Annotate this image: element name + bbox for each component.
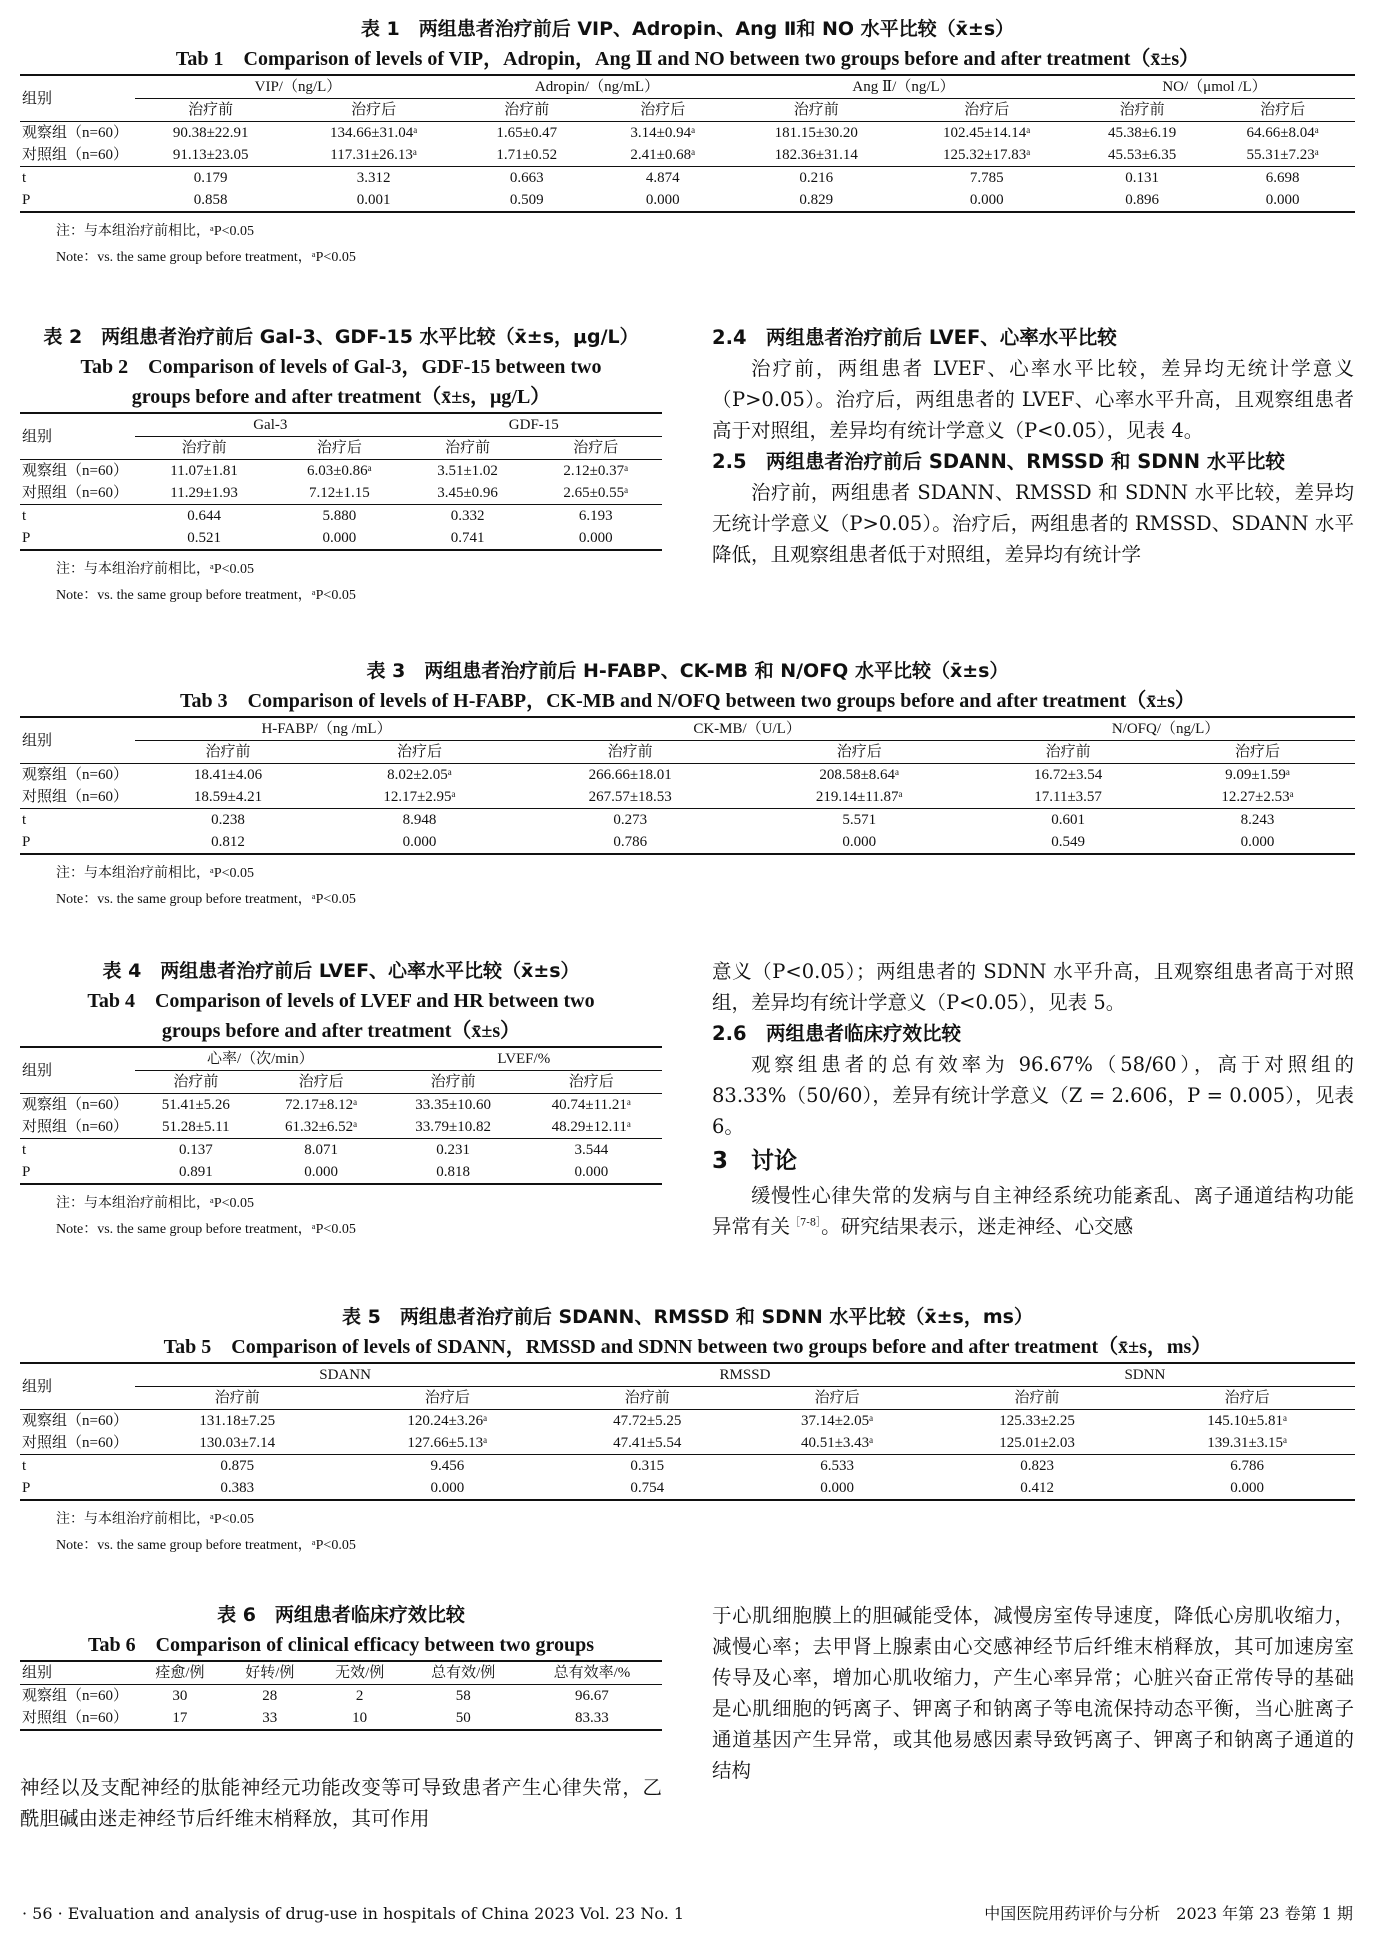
table-4 xyxy=(20,956,662,1243)
table-5 xyxy=(20,1302,1355,1559)
table-2-note-en: Note：vs. the same group before treatment，ᵃP<0.05 xyxy=(56,588,356,603)
tab5-row-2-label: t xyxy=(20,1455,135,1478)
tab1-cell-3-0: 0.858 xyxy=(135,189,286,212)
tab1-cell-1-7: 55.31±7.23ᵃ xyxy=(1246,147,1319,163)
tab3-header-group-2: N/OFQ/（ng/L） xyxy=(976,717,1355,741)
tab6-header-5: 总有效率/% xyxy=(522,1661,662,1685)
tab6-cell-1-0: 对照组（n=60） xyxy=(20,1707,135,1730)
tab1-cell-1-3: 2.41±0.68ᵃ xyxy=(630,147,696,163)
tab1-subheader-4: 治疗前 xyxy=(733,99,899,122)
tab4-cell-3-2: 0.818 xyxy=(386,1161,521,1184)
table-4-note-en: Note：vs. the same group before treatment，ᵃP<0.05 xyxy=(56,1222,356,1237)
table-3 xyxy=(20,656,1355,913)
tab4-cell-3-3: 0.000 xyxy=(521,1161,662,1184)
tab5-cell-2-0: 0.875 xyxy=(135,1455,340,1478)
section-2-5-heading: 2.5 两组患者治疗前后 SDANN、RMSSD 和 SDNN 水平比较 xyxy=(712,450,1285,473)
tab2-cell-3-1: 0.000 xyxy=(273,527,405,550)
text-right-top xyxy=(712,322,1354,570)
tab1-cell-2-6: 0.131 xyxy=(1074,167,1210,190)
tab6-cell-0-3: 2 xyxy=(355,1688,364,1704)
tab6-header-2: 好转/例 xyxy=(225,1661,315,1685)
tab3-cell-3-5: 0.000 xyxy=(1160,831,1355,854)
tab1-row-1-label: 对照组（n=60） xyxy=(22,147,128,163)
tab1-cell-1-5: 125.32±17.83ᵃ xyxy=(943,147,1031,163)
tab6-header-3: 无效/例 xyxy=(315,1661,405,1685)
table-5-title-en: Tab 5 Comparison of levels of SDANN，RMSSD and SDNN between two groups before and after treatment（x̄±s，ms） xyxy=(163,1336,1212,1358)
table-row xyxy=(20,460,662,483)
section-2-4-text: 治疗前，两组患者 LVEF、心率水平比较，差异均无统计学意义（P>0.05）。治疗后，两组患者的 LVEF、心率水平升高，且观察组患者高于对照组，差异均有统计学意义（P<0.05），见表 4。 xyxy=(712,357,1354,442)
tab1-header-group-3: NO/（μmol /L） xyxy=(1074,75,1355,99)
table-row xyxy=(20,1477,1355,1500)
section-2-4-heading: 2.4 两组患者治疗前后 LVEF、心率水平比较 xyxy=(712,326,1117,349)
tab3-cell-0-2: 266.66±18.01 xyxy=(588,767,672,783)
tab6-header-4: 总有效/例 xyxy=(405,1661,522,1685)
table-row xyxy=(20,1455,1355,1478)
tab1-cell-3-1: 0.001 xyxy=(286,189,461,212)
tab6-cell-1-4: 50 xyxy=(405,1707,522,1730)
table-3-note-en: Note：vs. the same group before treatment，ᵃP<0.05 xyxy=(56,892,356,907)
tab1-cell-0-2: 1.65±0.47 xyxy=(496,125,558,141)
section-3-right-continuation: 于心肌细胞膜上的胆碱能受体，减慢房室传导速度，降低心房肌收缩力，减慢心率；去甲肾上腺素由心交感神经节后纤维末梢释放，其可加速房室传导及心率，增加心肌收缩力，产生心率异常；心脏兴奋正常传导的基础是心肌细胞的钙离子、钾离子和钠离子等电流保持动态平衡，当心脏离子通道基因产生异常，或其他易感因素导致钙离子、钾离子和钠离子通道的结构 xyxy=(712,1604,1354,1782)
tab3-cell-3-3: 0.000 xyxy=(742,831,976,854)
table-row xyxy=(20,809,1355,832)
tab1-cell-3-3: 0.000 xyxy=(593,189,734,212)
tab5-cell-1-3: 40.51±3.43ᵃ xyxy=(800,1435,874,1451)
tab1-cell-1-2: 1.71±0.52 xyxy=(496,147,558,163)
tab6-header-1: 痊愈/例 xyxy=(135,1661,225,1685)
section-2-5-text: 治疗前，两组患者 SDANN、RMSSD 和 SDNN 水平比较，差异均无统计学意义（P>0.05）。治疗后，两组患者的 RMSSD、SDANN 水平降低，且观察组患者低于对照组，差异均有统计学 xyxy=(712,481,1354,566)
tab2-header-group-0: Gal-3 xyxy=(135,413,406,437)
section-3-text-b: 。研究结果表示，迷走神经、心交感 xyxy=(821,1215,1134,1238)
table-row xyxy=(20,1707,662,1730)
tab1-header-group-0: VIP/（ng/L） xyxy=(135,75,461,99)
tab2-row-1-label: 对照组（n=60） xyxy=(22,485,128,501)
tab3-cell-2-3: 5.571 xyxy=(742,809,976,832)
tab2-cell-0-1: 6.03±0.86ᵃ xyxy=(306,463,372,479)
tab2-subheader-3: 治疗后 xyxy=(530,437,662,460)
table-row xyxy=(20,1139,662,1162)
table-5-note-en: Note：vs. the same group before treatment，ᵃP<0.05 xyxy=(56,1538,356,1553)
tab5-cell-3-4: 0.412 xyxy=(935,1477,1140,1500)
tab5-row-1-label: 对照组（n=60） xyxy=(22,1435,128,1451)
tab1-cell-0-7: 64.66±8.04ᵃ xyxy=(1246,125,1319,141)
tab5-subheader-5: 治疗后 xyxy=(1139,1387,1355,1410)
tab3-cell-0-4: 16.72±3.54 xyxy=(1033,767,1103,783)
tab2-cell-3-2: 0.741 xyxy=(406,527,530,550)
tab3-cell-3-2: 0.786 xyxy=(518,831,742,854)
tab3-cell-1-2: 267.57±18.53 xyxy=(588,789,672,805)
tab5-cell-3-1: 0.000 xyxy=(340,1477,556,1500)
tab1-subheader-7: 治疗后 xyxy=(1210,99,1355,122)
tab5-cell-1-5: 139.31±3.15ᵃ xyxy=(1207,1435,1288,1451)
tab5-subheader-4: 治疗前 xyxy=(935,1387,1140,1410)
tab3-subheader-5: 治疗后 xyxy=(1160,741,1355,764)
section-3-paragraph xyxy=(712,1180,1354,1242)
tab1-cell-2-1: 3.312 xyxy=(286,167,461,190)
table-2 xyxy=(20,322,662,609)
tab4-header-group-label: 组别 xyxy=(20,1047,135,1094)
footer-right: 中国医院用药评价与分析 2023 年第 23 卷第 1 期 xyxy=(984,1904,1353,1923)
section-2-6-text: 观察组患者的总有效率为 96.67%（58/60），高于对照组的 83.33%（50/60），差异有统计学意义（Z = 2.606，P = 0.005），见表 6。 xyxy=(712,1053,1354,1138)
tab2-cell-2-1: 5.880 xyxy=(273,505,405,528)
tab1-header-group-1: Adropin/（ng/mL） xyxy=(461,75,733,99)
tab3-cell-1-5: 12.27±2.53ᵃ xyxy=(1221,789,1294,805)
tab4-cell-1-1: 61.32±6.52ᵃ xyxy=(284,1119,358,1135)
tab1-subheader-5: 治疗后 xyxy=(899,99,1074,122)
table-5-title-cn: 表 5 两组患者治疗前后 SDANN、RMSSD 和 SDNN 水平比较（x̄±s，ms） xyxy=(342,1306,1033,1328)
tab4-cell-1-0: 51.28±5.11 xyxy=(161,1119,230,1135)
tab3-subheader-3: 治疗后 xyxy=(742,741,976,764)
text-right-middle xyxy=(712,956,1354,1242)
tab5-subheader-2: 治疗前 xyxy=(555,1387,739,1410)
tab5-cell-0-0: 131.18±7.25 xyxy=(199,1413,276,1429)
table-6 xyxy=(20,1600,662,1731)
tab2-cell-0-3: 2.12±0.37ᵃ xyxy=(563,463,629,479)
tab2-cell-0-2: 3.51±1.02 xyxy=(437,463,498,479)
tab1-subheader-6: 治疗前 xyxy=(1074,99,1210,122)
tab1-cell-2-7: 6.698 xyxy=(1210,167,1355,190)
tab3-cell-1-1: 12.17±2.95ᵃ xyxy=(383,789,456,805)
tab3-cell-2-1: 8.948 xyxy=(321,809,518,832)
tab2-row-0-label: 观察组（n=60） xyxy=(22,463,128,479)
table-row xyxy=(20,831,1355,854)
tab1-cell-3-6: 0.896 xyxy=(1074,189,1210,212)
tab4-cell-2-0: 0.137 xyxy=(135,1139,257,1162)
tab4-cell-1-2: 33.79±10.82 xyxy=(415,1119,491,1135)
table-5-grid xyxy=(20,1362,1355,1501)
tab2-subheader-2: 治疗前 xyxy=(406,437,530,460)
tab6-header-0: 组别 xyxy=(20,1661,135,1685)
tab4-header-group-0: 心率/（次/min） xyxy=(135,1047,386,1071)
tab2-header-group-label: 组别 xyxy=(20,413,135,460)
tab1-cell-0-3: 3.14±0.94ᵃ xyxy=(630,125,696,141)
tab1-cell-2-2: 0.663 xyxy=(461,167,593,190)
tab1-subheader-1: 治疗后 xyxy=(286,99,461,122)
tab6-cell-0-1: 30 xyxy=(172,1688,188,1704)
table-4-title-en-line2: groups before and after treatment（x̄±s） xyxy=(161,1020,521,1042)
table-2-title-cn: 表 2 两组患者治疗前后 Gal-3、GDF-15 水平比较（x̄±s，μg/L） xyxy=(43,326,639,348)
table-2-grid xyxy=(20,412,662,551)
tab1-row-2-label: t xyxy=(20,167,135,190)
tab3-cell-1-3: 219.14±11.87ᵃ xyxy=(815,789,903,805)
tab5-cell-3-5: 0.000 xyxy=(1139,1477,1355,1500)
tab5-cell-3-2: 0.754 xyxy=(555,1477,739,1500)
tab3-cell-2-5: 8.243 xyxy=(1160,809,1355,832)
text-right-bottom xyxy=(712,1600,1354,1786)
tab4-row-1-label: 对照组（n=60） xyxy=(22,1119,128,1135)
table-row xyxy=(20,189,1355,212)
tab5-header-group-2: SDNN xyxy=(935,1363,1355,1387)
tab6-cell-1-1: 17 xyxy=(135,1707,225,1730)
tab5-cell-0-4: 125.33±2.25 xyxy=(999,1413,1075,1429)
tab5-subheader-1: 治疗后 xyxy=(340,1387,556,1410)
section-3-heading: 3 讨论 xyxy=(712,1148,798,1174)
tab1-subheader-2: 治疗前 xyxy=(461,99,593,122)
tab3-cell-0-3: 208.58±8.64ᵃ xyxy=(819,767,900,783)
tab2-cell-2-3: 6.193 xyxy=(530,505,662,528)
tab3-header-group-label: 组别 xyxy=(20,717,135,764)
tab5-cell-1-4: 125.01±2.03 xyxy=(999,1435,1075,1451)
table-row xyxy=(20,1094,662,1117)
tab5-cell-0-2: 47.72±5.25 xyxy=(613,1413,682,1429)
tab4-cell-1-3: 48.29±12.11ᵃ xyxy=(551,1119,631,1135)
table-row xyxy=(20,527,662,550)
tab1-cell-1-0: 91.13±23.05 xyxy=(172,147,249,163)
tab1-cell-2-0: 0.179 xyxy=(135,167,286,190)
table-3-note-cn: 注：与本组治疗前相比，ᵃP<0.05 xyxy=(56,866,255,881)
tab2-cell-3-3: 0.000 xyxy=(530,527,662,550)
tab4-row-3-label: P xyxy=(20,1161,135,1184)
tab6-cell-0-4: 58 xyxy=(455,1688,471,1704)
tab1-cell-0-6: 45.38±6.19 xyxy=(1108,125,1177,141)
tab1-cell-2-3: 4.874 xyxy=(593,167,734,190)
table-1-title-cn: 表 1 两组患者治疗前后 VIP、Adropin、Ang Ⅱ和 NO 水平比较（x̄±s） xyxy=(360,18,1015,40)
tab5-cell-3-3: 0.000 xyxy=(739,1477,934,1500)
tab4-cell-2-3: 3.544 xyxy=(521,1139,662,1162)
table-row xyxy=(20,505,662,528)
tab5-subheader-0: 治疗前 xyxy=(135,1387,340,1410)
tab2-cell-2-0: 0.644 xyxy=(135,505,273,528)
tab3-cell-0-1: 8.02±2.05ᵃ xyxy=(387,767,452,783)
tab1-cell-0-1: 134.66±31.04ᵃ xyxy=(329,125,418,141)
text-left-bottom xyxy=(20,1772,662,1834)
tab3-header-group-0: H-FABP/（ng /mL） xyxy=(135,717,518,741)
tab5-cell-0-3: 37.14±2.05ᵃ xyxy=(800,1413,874,1429)
tab1-header-group-2: Ang Ⅱ/（ng/L） xyxy=(733,75,1074,99)
tab4-cell-0-1: 72.17±8.12ᵃ xyxy=(284,1097,358,1113)
tab3-cell-2-2: 0.273 xyxy=(518,809,742,832)
tab2-row-2-label: t xyxy=(20,505,135,528)
tab2-cell-2-2: 0.332 xyxy=(406,505,530,528)
tab2-cell-3-0: 0.521 xyxy=(135,527,273,550)
tab5-cell-2-1: 9.456 xyxy=(340,1455,556,1478)
tab2-cell-0-0: 11.07±1.81 xyxy=(170,463,238,479)
tab2-row-3-label: P xyxy=(20,527,135,550)
table-6-grid xyxy=(20,1660,662,1731)
tab5-row-0-label: 观察组（n=60） xyxy=(22,1413,128,1429)
tab1-subheader-0: 治疗前 xyxy=(135,99,286,122)
tab3-subheader-0: 治疗前 xyxy=(135,741,321,764)
tab3-cell-0-0: 18.41±4.06 xyxy=(193,767,263,783)
tab1-cell-0-4: 181.15±30.20 xyxy=(774,125,858,141)
tab2-cell-1-3: 2.65±0.55ᵃ xyxy=(563,485,629,501)
tab3-cell-3-0: 0.812 xyxy=(135,831,321,854)
table-2-title-en-line2: groups before and after treatment（x̄±s，μg/L） xyxy=(131,386,551,408)
table-row xyxy=(20,1685,662,1708)
table-row xyxy=(20,1410,1355,1433)
tab5-cell-0-1: 120.24±3.26ᵃ xyxy=(407,1413,488,1429)
tab3-cell-3-1: 0.000 xyxy=(321,831,518,854)
tab5-subheader-3: 治疗后 xyxy=(739,1387,934,1410)
tab5-header-group-label: 组别 xyxy=(20,1363,135,1410)
table-4-grid xyxy=(20,1046,662,1185)
tab5-cell-1-0: 130.03±7.14 xyxy=(199,1435,276,1451)
tab1-cell-3-2: 0.509 xyxy=(461,189,593,212)
table-2-title-en-line1: Tab 2 Comparison of levels of Gal-3，GDF-15 between two xyxy=(80,356,602,378)
tab5-cell-2-4: 0.823 xyxy=(935,1455,1140,1478)
table-row xyxy=(20,1161,662,1184)
table-1-note-cn: 注：与本组治疗前相比，ᵃP<0.05 xyxy=(56,224,255,239)
table-4-title-en-line1: Tab 4 Comparison of levels of LVEF and HR between two xyxy=(87,990,595,1012)
table-6-title-cn: 表 6 两组患者临床疗效比较 xyxy=(217,1604,465,1626)
tab3-cell-2-0: 0.238 xyxy=(135,809,321,832)
table-row xyxy=(20,764,1355,787)
tab3-cell-0-5: 9.09±1.59ᵃ xyxy=(1225,767,1290,783)
tab1-cell-2-5: 7.785 xyxy=(899,167,1074,190)
tab5-cell-1-1: 127.66±5.13ᵃ xyxy=(407,1435,488,1451)
section-3-text-a: 缓慢性心律失常的发病与自主神经系统功能紊乱、离子通道结构功能异常有关 xyxy=(712,1184,1354,1238)
tab6-cell-0-0: 观察组（n=60） xyxy=(22,1688,128,1704)
tab4-cell-2-1: 8.071 xyxy=(257,1139,386,1162)
tab3-cell-3-4: 0.549 xyxy=(976,831,1160,854)
tab5-header-group-1: RMSSD xyxy=(555,1363,935,1387)
tab1-row-3-label: P xyxy=(20,189,135,212)
tab2-subheader-0: 治疗前 xyxy=(135,437,273,460)
table-row xyxy=(20,482,662,505)
tab5-row-3-label: P xyxy=(20,1477,135,1500)
section-2-6-heading: 2.6 两组患者临床疗效比较 xyxy=(712,1022,962,1045)
tab1-subheader-3: 治疗后 xyxy=(593,99,734,122)
tab2-cell-1-2: 3.45±0.96 xyxy=(437,485,498,501)
tab2-subheader-1: 治疗后 xyxy=(273,437,405,460)
tab1-cell-3-4: 0.829 xyxy=(733,189,899,212)
tab6-cell-1-3: 10 xyxy=(315,1707,405,1730)
tab4-row-2-label: t xyxy=(20,1139,135,1162)
tab4-cell-3-0: 0.891 xyxy=(135,1161,257,1184)
tab5-header-group-0: SDANN xyxy=(135,1363,555,1387)
tab4-row-0-label: 观察组（n=60） xyxy=(22,1097,128,1113)
tab6-cell-1-5: 83.33 xyxy=(522,1707,662,1730)
table-row xyxy=(20,144,1355,167)
tab4-cell-0-3: 40.74±11.21ᵃ xyxy=(551,1097,631,1113)
tab4-cell-0-2: 33.35±10.60 xyxy=(415,1097,491,1113)
tab6-cell-0-2: 28 xyxy=(262,1688,278,1704)
table-4-title-cn: 表 4 两组患者治疗前后 LVEF、心率水平比较（x̄±s） xyxy=(102,960,580,982)
section-3-left-continuation: 神经以及支配神经的肽能神经元功能改变等可导致患者产生心律失常，乙酰胆碱由迷走神经节后纤维末梢释放，其可作用 xyxy=(20,1776,662,1830)
tab3-row-0-label: 观察组（n=60） xyxy=(22,767,128,783)
tab5-cell-3-0: 0.383 xyxy=(135,1477,340,1500)
tab4-cell-0-0: 51.41±5.26 xyxy=(161,1097,230,1113)
tab4-subheader-0: 治疗前 xyxy=(135,1071,257,1094)
table-1-title-en: Tab 1 Comparison of levels of VIP，Adropin，Ang Ⅱ and NO between two groups before and after treatment（x̄±s） xyxy=(175,48,1200,70)
tab1-cell-1-6: 45.53±6.35 xyxy=(1108,147,1177,163)
tab4-cell-2-2: 0.231 xyxy=(386,1139,521,1162)
table-row xyxy=(20,122,1355,145)
tab4-subheader-3: 治疗后 xyxy=(521,1071,662,1094)
tab5-cell-2-5: 6.786 xyxy=(1139,1455,1355,1478)
section-3-reference: ［7-8］ xyxy=(790,1217,822,1229)
table-row xyxy=(20,786,1355,809)
table-row xyxy=(20,1432,1355,1455)
tab5-cell-0-5: 145.10±5.81ᵃ xyxy=(1207,1413,1288,1429)
tab4-subheader-1: 治疗后 xyxy=(257,1071,386,1094)
tab1-cell-1-1: 117.31±26.13ᵃ xyxy=(330,147,418,163)
tab3-subheader-4: 治疗前 xyxy=(976,741,1160,764)
tab5-cell-2-3: 6.533 xyxy=(739,1455,934,1478)
table-1-grid xyxy=(20,74,1355,213)
tab3-subheader-2: 治疗前 xyxy=(518,741,742,764)
table-1 xyxy=(20,14,1355,271)
table-3-title-cn: 表 3 两组患者治疗前后 H-FABP、CK-MB 和 N/OFQ 水平比较（x̄±s） xyxy=(366,660,1009,682)
tab3-header-group-1: CK-MB/（U/L） xyxy=(518,717,976,741)
table-3-grid xyxy=(20,716,1355,855)
table-1-note-en: Note：vs. the same group before treatment，ᵃP<0.05 xyxy=(56,250,356,265)
tab4-cell-3-1: 0.000 xyxy=(257,1161,386,1184)
tab1-header-group-label: 组别 xyxy=(20,75,135,122)
tab3-cell-1-4: 17.11±3.57 xyxy=(1034,789,1102,805)
tab1-cell-1-4: 182.36±31.14 xyxy=(774,147,858,163)
tab3-row-3-label: P xyxy=(20,831,135,854)
table-4-note-cn: 注：与本组治疗前相比，ᵃP<0.05 xyxy=(56,1196,255,1211)
tab3-subheader-1: 治疗后 xyxy=(321,741,518,764)
tab1-cell-0-5: 102.45±14.14ᵃ xyxy=(943,125,1031,141)
tab5-cell-1-2: 47.41±5.54 xyxy=(613,1435,682,1451)
tab5-cell-2-2: 0.315 xyxy=(555,1455,739,1478)
tab3-cell-1-0: 18.59±4.21 xyxy=(193,789,263,805)
tab1-cell-3-7: 0.000 xyxy=(1210,189,1355,212)
tab2-cell-1-1: 7.12±1.15 xyxy=(309,485,370,501)
tab6-cell-1-2: 33 xyxy=(225,1707,315,1730)
table-6-title-en: Tab 6 Comparison of clinical efficacy between two groups xyxy=(87,1634,595,1656)
table-2-note-cn: 注：与本组治疗前相比，ᵃP<0.05 xyxy=(56,562,255,577)
table-5-note-cn: 注：与本组治疗前相比，ᵃP<0.05 xyxy=(56,1512,255,1527)
tab1-cell-3-5: 0.000 xyxy=(899,189,1074,212)
tab3-row-1-label: 对照组（n=60） xyxy=(22,789,128,805)
tab1-cell-2-4: 0.216 xyxy=(733,167,899,190)
tab4-header-group-1: LVEF/% xyxy=(386,1047,662,1071)
table-row xyxy=(20,1116,662,1139)
footer-left: · 56 · Evaluation and analysis of drug-use in hospitals of China 2023 Vol. 23 No. 1 xyxy=(22,1904,685,1923)
tab3-cell-2-4: 0.601 xyxy=(976,809,1160,832)
tab2-header-group-1: GDF-15 xyxy=(406,413,662,437)
table-row xyxy=(20,167,1355,190)
tab1-cell-0-0: 90.38±22.91 xyxy=(172,125,249,141)
tab4-subheader-2: 治疗前 xyxy=(386,1071,521,1094)
section-2-5-continuation: 意义（P<0.05）；两组患者的 SDNN 水平升高，且观察组患者高于对照组，差异均有统计学意义（P<0.05），见表 5。 xyxy=(712,960,1354,1014)
tab2-cell-1-0: 11.29±1.93 xyxy=(170,485,238,501)
table-3-title-en: Tab 3 Comparison of levels of H-FABP，CK-MB and N/OFQ between two groups before and after treatment（x̄±s） xyxy=(180,690,1195,712)
tab1-row-0-label: 观察组（n=60） xyxy=(22,125,128,141)
tab6-cell-0-5: 96.67 xyxy=(575,1688,609,1704)
tab3-row-2-label: t xyxy=(20,809,135,832)
